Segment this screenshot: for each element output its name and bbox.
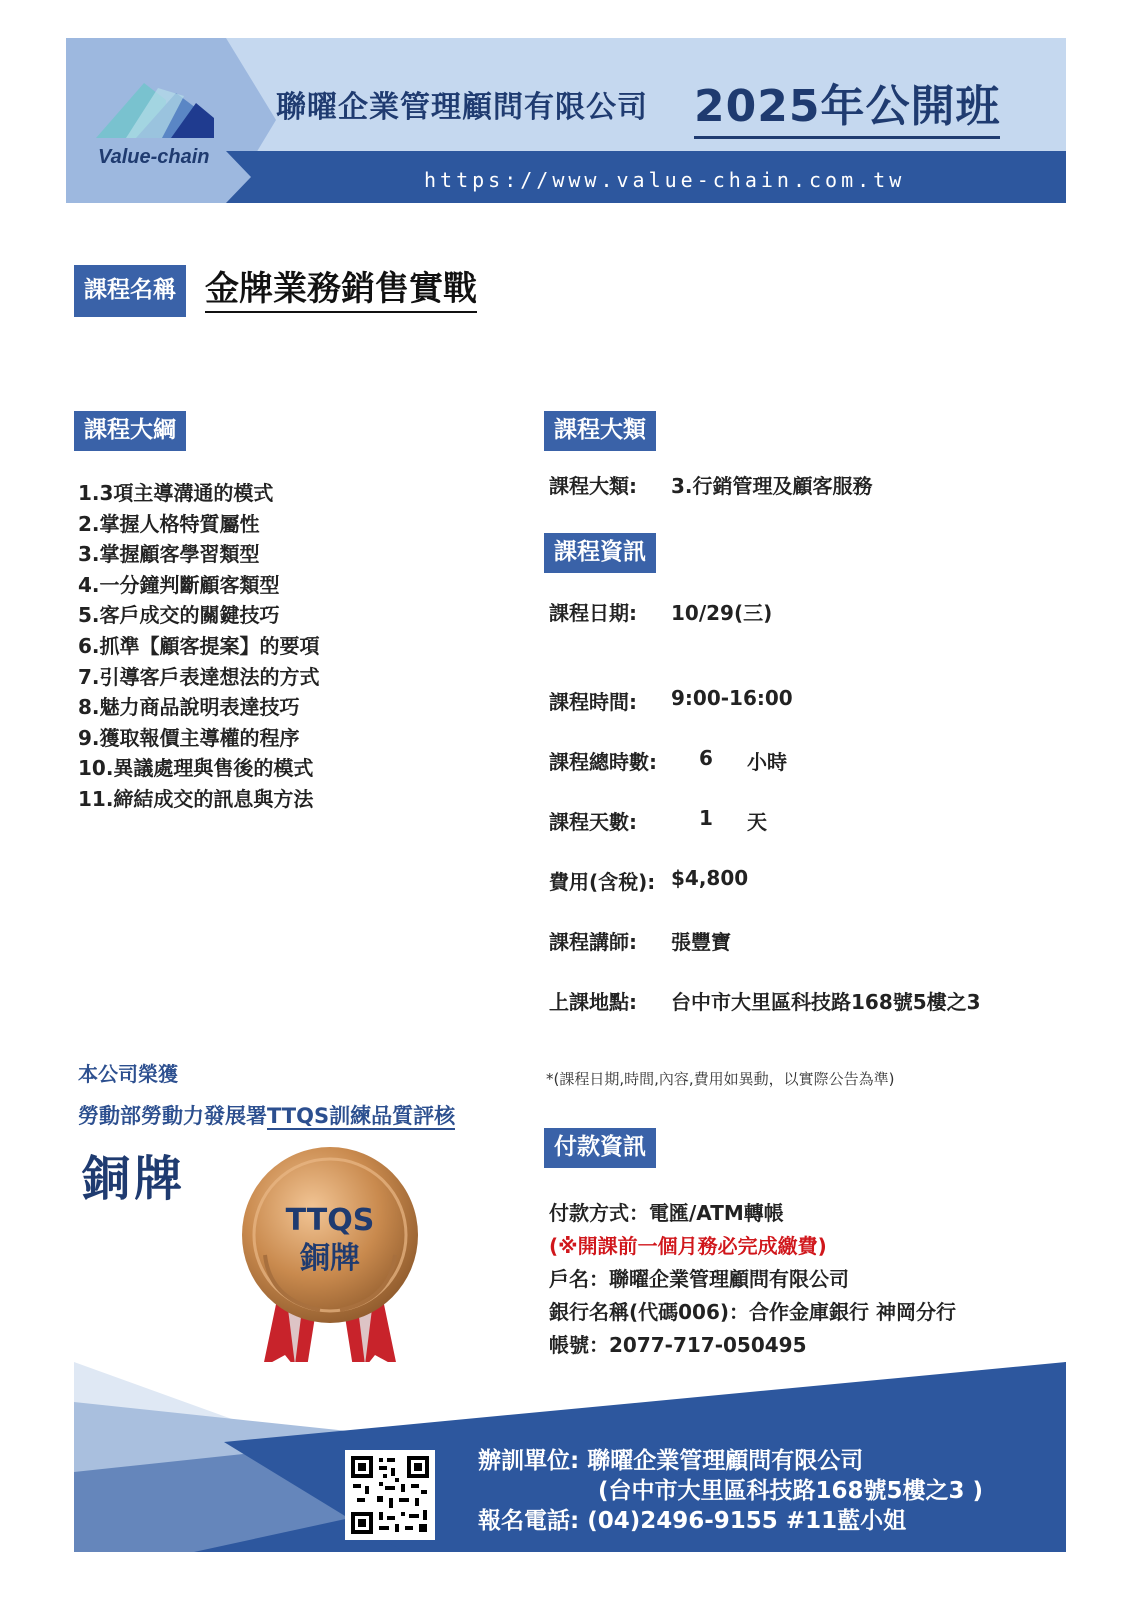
payment-tag: 付款資訊 (544, 1128, 656, 1168)
list-item: 7.引導客戶表達想法的方式 (78, 664, 320, 689)
instructor-label: 課程講師: (549, 930, 637, 954)
year-title: 2025年公開班 (694, 70, 1000, 139)
hours-row (549, 746, 787, 775)
category-label: 課程大類: (549, 474, 637, 498)
list-item: 9.獲取報價主導權的程序 (78, 725, 300, 750)
payment-warning: (※開課前一個月務必完成繳費) (549, 1234, 827, 1258)
list-item: 5.客戶成交的關鍵技巧 (78, 603, 280, 628)
honor-line1: 本公司榮獲 (78, 1062, 178, 1086)
course-name-tag: 課程名稱 (74, 265, 186, 317)
honor-line2 (78, 1100, 455, 1130)
outline-list (78, 478, 320, 815)
info-tag: 課程資訊 (544, 533, 656, 573)
instructor-row (549, 926, 731, 955)
date-value: 10/29(三) (671, 601, 773, 625)
location-row (549, 986, 981, 1015)
honor-line2-underlined: TTQS訓練品質評核 (267, 1104, 456, 1128)
time-value: 9:00-16:00 (671, 686, 793, 710)
organizer: 辦訓單位: 聯曜企業管理顧問有限公司 (478, 1448, 864, 1474)
header-bar-slant (226, 151, 276, 203)
medal-line1: TTQS (285, 1203, 375, 1238)
company-title: 聯曜企業管理顧問有限公司 (276, 90, 648, 125)
date-row (549, 597, 773, 626)
time-label: 課程時間: (549, 690, 637, 714)
location-value: 台中市大里區科技路168號5樓之3 (671, 990, 981, 1014)
account-number: 帳號：2077-717-050495 (549, 1333, 807, 1357)
footer-contact (478, 1446, 983, 1536)
list-item: 2.掌握人格特質屬性 (78, 511, 260, 536)
hours-value: 6 (699, 746, 713, 770)
location-label: 上課地點: (549, 990, 637, 1014)
date-label: 課程日期: (549, 601, 637, 625)
list-item: 1.3項主導溝通的模式 (78, 481, 274, 505)
category-tag: 課程大類 (544, 411, 656, 451)
qr-code-icon[interactable] (345, 1450, 435, 1540)
organizer-address: (台中市大里區科技路168號5樓之3 ) (598, 1478, 984, 1504)
days-value: 1 (699, 806, 713, 830)
category-value: 3.行銷管理及顧客服務 (671, 474, 873, 498)
disclaimer-note: *(課程日期,時間,內容,費用如異動，以實際公告為準) (546, 1070, 895, 1088)
website-url[interactable]: https://www.value-chain.com.tw (424, 168, 906, 192)
list-item: 4.一分鐘判斷顧客類型 (78, 572, 280, 597)
list-item: 10.異議處理與售後的模式 (78, 756, 314, 781)
category-row (549, 470, 873, 499)
bank-name: 銀行名稱(代碼006)：合作金庫銀行 神岡分行 (549, 1300, 956, 1324)
days-row (549, 806, 767, 835)
outline-tag: 課程大綱 (74, 411, 186, 451)
list-item: 6.抓準【顧客提案】的要項 (78, 633, 320, 658)
fee-label: 費用(含稅): (549, 870, 656, 894)
list-item: 3.掌握顧客學習類型 (78, 542, 260, 567)
logo-text: Value-chain (98, 146, 210, 168)
signup-phone[interactable]: 報名電話: (04)2496-9155 #11藍小姐 (478, 1508, 907, 1534)
ttqs-bronze-medal-icon (225, 1135, 435, 1385)
medal-line2: 銅牌 (300, 1241, 360, 1276)
list-item: 11.締結成交的訊息與方法 (78, 786, 314, 811)
fee-row (549, 866, 749, 895)
bronze-title: 銅牌 (82, 1151, 187, 1207)
header-banner (66, 38, 1066, 203)
instructor-value: 張豐寶 (671, 930, 731, 954)
time-row (549, 686, 793, 715)
days-label: 課程天數: (549, 810, 637, 834)
fee-value: $4,800 (671, 866, 749, 890)
payment-method: 付款方式：電匯/ATM轉帳 (549, 1201, 784, 1225)
account-name: 戶名：聯曜企業管理顧問有限公司 (549, 1267, 849, 1291)
hours-label: 課程總時數: (549, 750, 657, 774)
hours-unit: 小時 (747, 750, 787, 774)
honor-line2-prefix: 勞動部勞動力發展署 (78, 1104, 267, 1128)
days-unit: 天 (747, 810, 767, 834)
payment-details (549, 1197, 956, 1362)
course-title: 金牌業務銷售實戰 (205, 268, 477, 313)
list-item: 8.魅力商品說明表達技巧 (78, 695, 300, 720)
